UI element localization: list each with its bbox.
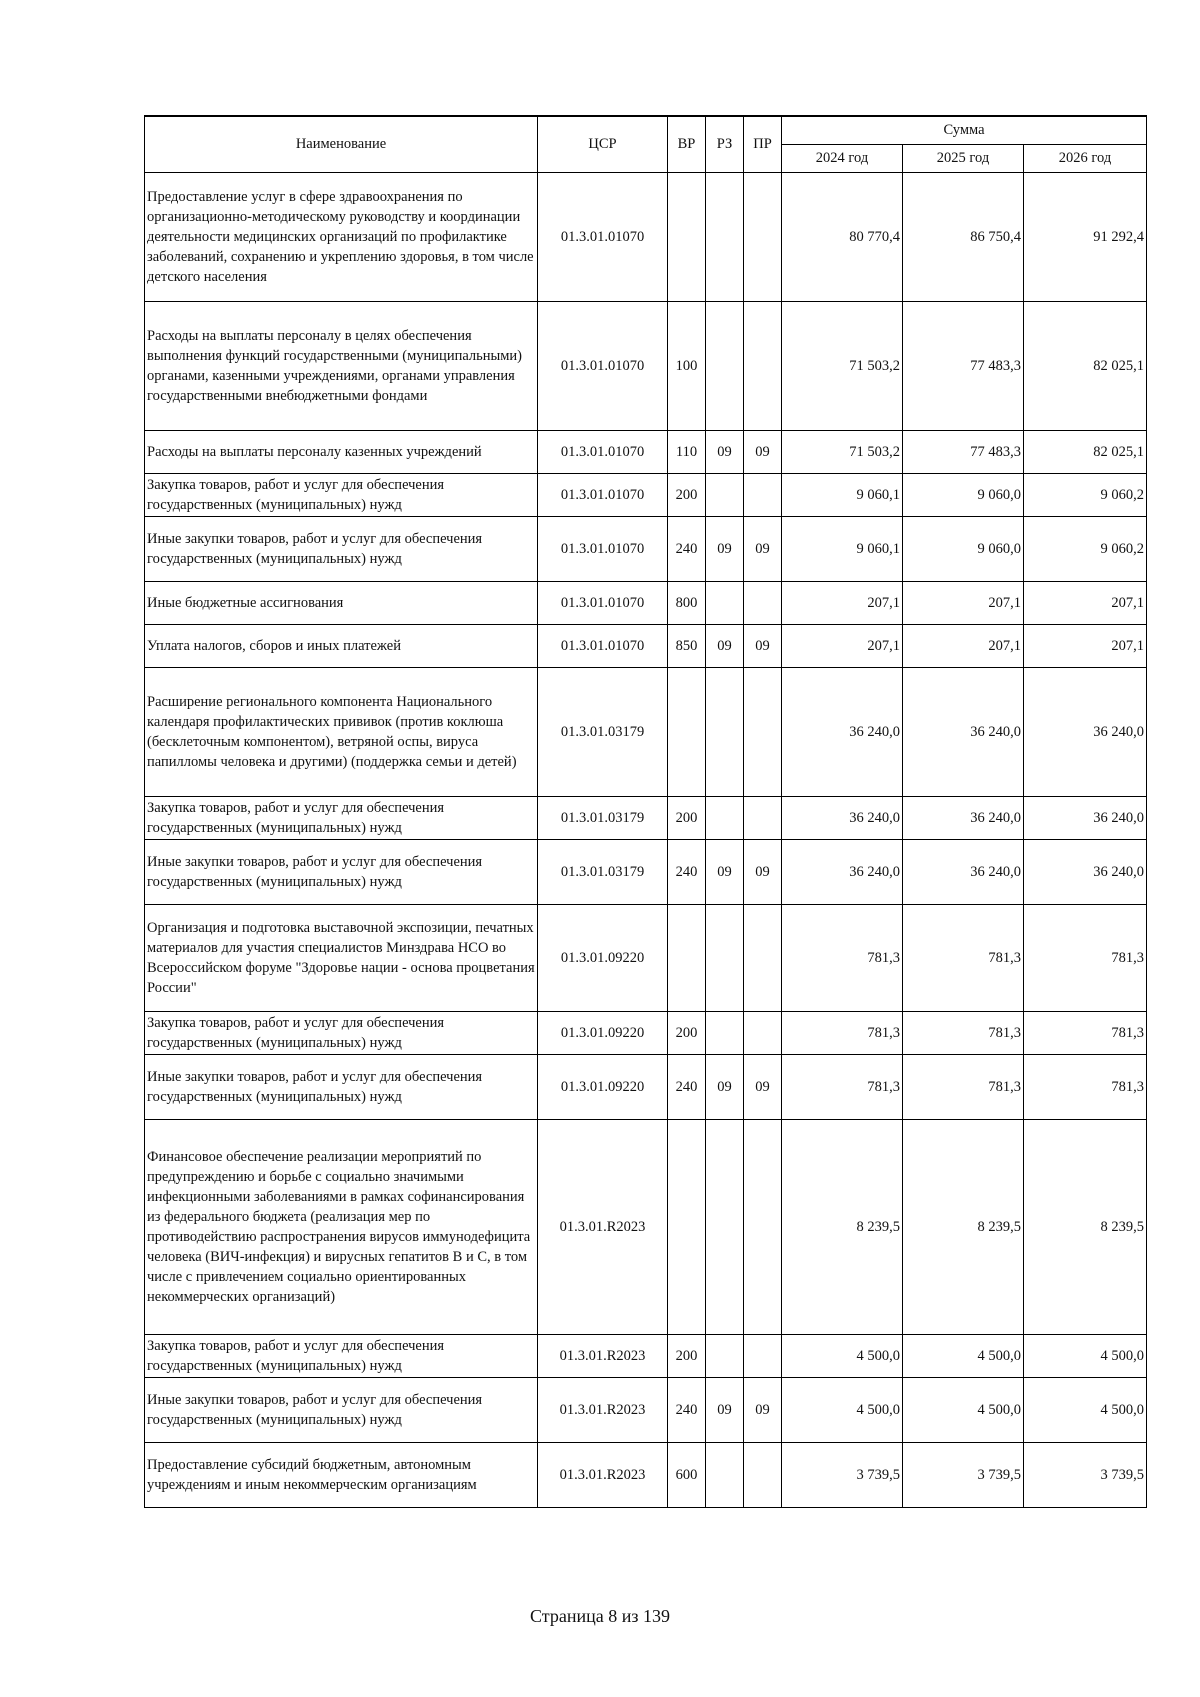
cell-csr: 01.3.01.03179 xyxy=(538,796,668,839)
cell-2026: 207,1 xyxy=(1024,581,1147,624)
cell-2026: 91 292,4 xyxy=(1024,172,1147,301)
cell-2024: 781,3 xyxy=(782,904,903,1011)
cell-vr: 240 xyxy=(668,1054,706,1119)
cell-2024: 9 060,1 xyxy=(782,473,903,516)
cell-2024: 207,1 xyxy=(782,581,903,624)
cell-2026: 36 240,0 xyxy=(1024,667,1147,796)
cell-name: Иные бюджетные ассигнования xyxy=(145,581,538,624)
cell-vr: 240 xyxy=(668,516,706,581)
cell-pr xyxy=(744,473,782,516)
cell-2025: 77 483,3 xyxy=(903,301,1024,430)
cell-rz: 09 xyxy=(706,430,744,473)
cell-name: Расширение регионального компонента Национального календаря профилактических прививок (против коклюша (бесклеточным компонентом), ветряной оспы, вируса папилломы человека и другими) (поддержка семьи и детей) xyxy=(145,667,538,796)
cell-2026: 781,3 xyxy=(1024,1011,1147,1054)
cell-rz: 09 xyxy=(706,624,744,667)
cell-vr xyxy=(668,172,706,301)
cell-2026: 36 240,0 xyxy=(1024,839,1147,904)
cell-rz xyxy=(706,1119,744,1334)
table-row xyxy=(145,1119,1147,1334)
cell-rz xyxy=(706,1011,744,1054)
cell-2026: 207,1 xyxy=(1024,624,1147,667)
cell-rz xyxy=(706,473,744,516)
cell-name: Иные закупки товаров, работ и услуг для обеспечения государственных (муниципальных) нужд xyxy=(145,1377,538,1442)
table-row xyxy=(145,301,1147,430)
cell-2024: 3 739,5 xyxy=(782,1442,903,1507)
page-number: Страница 8 из 139 xyxy=(530,1606,670,1626)
table-row xyxy=(145,1334,1147,1377)
cell-vr: 200 xyxy=(668,1334,706,1377)
cell-2025: 36 240,0 xyxy=(903,839,1024,904)
cell-csr: 01.3.01.09220 xyxy=(538,1011,668,1054)
cell-rz: 09 xyxy=(706,1377,744,1442)
cell-2024: 9 060,1 xyxy=(782,516,903,581)
table-row xyxy=(145,839,1147,904)
cell-name: Закупка товаров, работ и услуг для обеспечения государственных (муниципальных) нужд xyxy=(145,1334,538,1377)
table-row xyxy=(145,904,1147,1011)
cell-2025: 9 060,0 xyxy=(903,473,1024,516)
table-row xyxy=(145,796,1147,839)
cell-pr xyxy=(744,904,782,1011)
table-row xyxy=(145,581,1147,624)
cell-2024: 36 240,0 xyxy=(782,667,903,796)
cell-vr: 240 xyxy=(668,1377,706,1442)
cell-name: Иные закупки товаров, работ и услуг для обеспечения государственных (муниципальных) нужд xyxy=(145,516,538,581)
cell-csr: 01.3.01.09220 xyxy=(538,1054,668,1119)
cell-2026: 4 500,0 xyxy=(1024,1377,1147,1442)
table-row xyxy=(145,172,1147,301)
cell-csr: 01.3.01.01070 xyxy=(538,172,668,301)
cell-name: Организация и подготовка выставочной экспозиции, печатных материалов для участия специалистов Минздрава НСО во Всероссийском форуме "Здоровье нации - основа процветания России" xyxy=(145,904,538,1011)
cell-pr: 09 xyxy=(744,430,782,473)
cell-2024: 71 503,2 xyxy=(782,430,903,473)
cell-2026: 82 025,1 xyxy=(1024,301,1147,430)
cell-rz xyxy=(706,581,744,624)
table-row xyxy=(145,473,1147,516)
cell-rz: 09 xyxy=(706,1054,744,1119)
table-row xyxy=(145,1377,1147,1442)
cell-2024: 781,3 xyxy=(782,1054,903,1119)
cell-2024: 781,3 xyxy=(782,1011,903,1054)
cell-name: Расходы на выплаты персоналу казенных учреждений xyxy=(145,430,538,473)
cell-name: Уплата налогов, сборов и иных платежей xyxy=(145,624,538,667)
cell-2025: 207,1 xyxy=(903,624,1024,667)
cell-csr: 01.3.01.R2023 xyxy=(538,1377,668,1442)
header-pr: ПР xyxy=(744,116,782,172)
cell-2025: 77 483,3 xyxy=(903,430,1024,473)
cell-rz xyxy=(706,796,744,839)
cell-csr: 01.3.01.R2023 xyxy=(538,1119,668,1334)
header-sum: Сумма xyxy=(782,116,1147,144)
cell-vr xyxy=(668,667,706,796)
cell-pr: 09 xyxy=(744,1377,782,1442)
cell-2026: 781,3 xyxy=(1024,904,1147,1011)
cell-vr: 100 xyxy=(668,301,706,430)
header-year-2025: 2025 год xyxy=(903,144,1024,172)
table-row xyxy=(145,430,1147,473)
cell-2025: 4 500,0 xyxy=(903,1377,1024,1442)
cell-2025: 8 239,5 xyxy=(903,1119,1024,1334)
table-row xyxy=(145,1054,1147,1119)
cell-rz xyxy=(706,667,744,796)
cell-csr: 01.3.01.01070 xyxy=(538,473,668,516)
header-rz: РЗ xyxy=(706,116,744,172)
table-body xyxy=(145,172,1147,1507)
cell-name: Расходы на выплаты персоналу в целях обеспечения выполнения функций государственными (муниципальными) органами, казенными учреждениями, органами управления государственными внебюджетными фондами xyxy=(145,301,538,430)
cell-pr: 09 xyxy=(744,624,782,667)
cell-name: Иные закупки товаров, работ и услуг для обеспечения государственных (муниципальных) нужд xyxy=(145,1054,538,1119)
cell-vr: 240 xyxy=(668,839,706,904)
cell-2026: 8 239,5 xyxy=(1024,1119,1147,1334)
cell-2025: 86 750,4 xyxy=(903,172,1024,301)
cell-2024: 4 500,0 xyxy=(782,1377,903,1442)
header-year-2026: 2026 год xyxy=(1024,144,1147,172)
cell-vr: 200 xyxy=(668,1011,706,1054)
budget-table xyxy=(144,115,1147,1508)
cell-pr xyxy=(744,581,782,624)
cell-2025: 36 240,0 xyxy=(903,667,1024,796)
cell-name: Закупка товаров, работ и услуг для обеспечения государственных (муниципальных) нужд xyxy=(145,473,538,516)
table-row xyxy=(145,1011,1147,1054)
cell-name: Закупка товаров, работ и услуг для обеспечения государственных (муниципальных) нужд xyxy=(145,1011,538,1054)
cell-rz xyxy=(706,301,744,430)
cell-2024: 207,1 xyxy=(782,624,903,667)
cell-pr xyxy=(744,796,782,839)
cell-csr: 01.3.01.03179 xyxy=(538,839,668,904)
cell-csr: 01.3.01.01070 xyxy=(538,301,668,430)
cell-pr xyxy=(744,172,782,301)
cell-pr: 09 xyxy=(744,839,782,904)
cell-name: Иные закупки товаров, работ и услуг для обеспечения государственных (муниципальных) нужд xyxy=(145,839,538,904)
cell-pr xyxy=(744,301,782,430)
cell-rz xyxy=(706,1442,744,1507)
cell-csr: 01.3.01.R2023 xyxy=(538,1442,668,1507)
cell-2026: 3 739,5 xyxy=(1024,1442,1147,1507)
cell-2025: 781,3 xyxy=(903,904,1024,1011)
budget-table-container xyxy=(144,115,1146,1508)
cell-vr: 200 xyxy=(668,796,706,839)
cell-2025: 3 739,5 xyxy=(903,1442,1024,1507)
cell-name: Предоставление услуг в сфере здравоохранения по организационно-методическому руководству и координации деятельности медицинских организаций по профилактике заболеваний, сохранению и укреплению здоровья, в том числе детского населения xyxy=(145,172,538,301)
header-csr: ЦСР xyxy=(538,116,668,172)
cell-csr: 01.3.01.01070 xyxy=(538,624,668,667)
cell-2025: 4 500,0 xyxy=(903,1334,1024,1377)
cell-2025: 9 060,0 xyxy=(903,516,1024,581)
cell-2024: 80 770,4 xyxy=(782,172,903,301)
cell-2026: 781,3 xyxy=(1024,1054,1147,1119)
cell-vr: 600 xyxy=(668,1442,706,1507)
cell-pr xyxy=(744,667,782,796)
table-row xyxy=(145,516,1147,581)
cell-name: Предоставление субсидий бюджетным, автономным учреждениям и иным некоммерческим организациям xyxy=(145,1442,538,1507)
cell-2024: 71 503,2 xyxy=(782,301,903,430)
cell-2024: 8 239,5 xyxy=(782,1119,903,1334)
header-name: Наименование xyxy=(145,116,538,172)
cell-pr: 09 xyxy=(744,1054,782,1119)
cell-csr: 01.3.01.01070 xyxy=(538,516,668,581)
cell-pr xyxy=(744,1442,782,1507)
table-row xyxy=(145,667,1147,796)
cell-2026: 9 060,2 xyxy=(1024,473,1147,516)
table-row xyxy=(145,1442,1147,1507)
cell-rz xyxy=(706,172,744,301)
cell-2026: 82 025,1 xyxy=(1024,430,1147,473)
cell-vr: 110 xyxy=(668,430,706,473)
header-vr: ВР xyxy=(668,116,706,172)
cell-pr xyxy=(744,1334,782,1377)
cell-2026: 36 240,0 xyxy=(1024,796,1147,839)
cell-vr: 850 xyxy=(668,624,706,667)
cell-csr: 01.3.01.01070 xyxy=(538,430,668,473)
cell-csr: 01.3.01.03179 xyxy=(538,667,668,796)
cell-2026: 9 060,2 xyxy=(1024,516,1147,581)
cell-vr: 800 xyxy=(668,581,706,624)
cell-2024: 4 500,0 xyxy=(782,1334,903,1377)
cell-2026: 4 500,0 xyxy=(1024,1334,1147,1377)
cell-pr xyxy=(744,1011,782,1054)
cell-pr: 09 xyxy=(744,516,782,581)
cell-2025: 207,1 xyxy=(903,581,1024,624)
cell-csr: 01.3.01.R2023 xyxy=(538,1334,668,1377)
cell-vr xyxy=(668,1119,706,1334)
cell-vr: 200 xyxy=(668,473,706,516)
header-year-2024: 2024 год xyxy=(782,144,903,172)
cell-rz xyxy=(706,904,744,1011)
cell-2025: 781,3 xyxy=(903,1054,1024,1119)
cell-rz: 09 xyxy=(706,839,744,904)
cell-vr xyxy=(668,904,706,1011)
cell-name: Финансовое обеспечение реализации мероприятий по предупреждению и борьбе с социально значимыми инфекционными заболеваниями в рамках софинансирования из федерального бюджета (реализация мер по противодействию распространения вирусов иммунодефицита человека (ВИЧ-инфекция) и вирусных гепатитов B и C, в том числе с привлечением социально ориентированных некоммерческих организаций) xyxy=(145,1119,538,1334)
cell-csr: 01.3.01.09220 xyxy=(538,904,668,1011)
cell-name: Закупка товаров, работ и услуг для обеспечения государственных (муниципальных) нужд xyxy=(145,796,538,839)
cell-csr: 01.3.01.01070 xyxy=(538,581,668,624)
cell-2025: 781,3 xyxy=(903,1011,1024,1054)
table-row xyxy=(145,624,1147,667)
cell-2024: 36 240,0 xyxy=(782,839,903,904)
cell-rz: 09 xyxy=(706,516,744,581)
cell-rz xyxy=(706,1334,744,1377)
cell-2025: 36 240,0 xyxy=(903,796,1024,839)
cell-2024: 36 240,0 xyxy=(782,796,903,839)
cell-pr xyxy=(744,1119,782,1334)
